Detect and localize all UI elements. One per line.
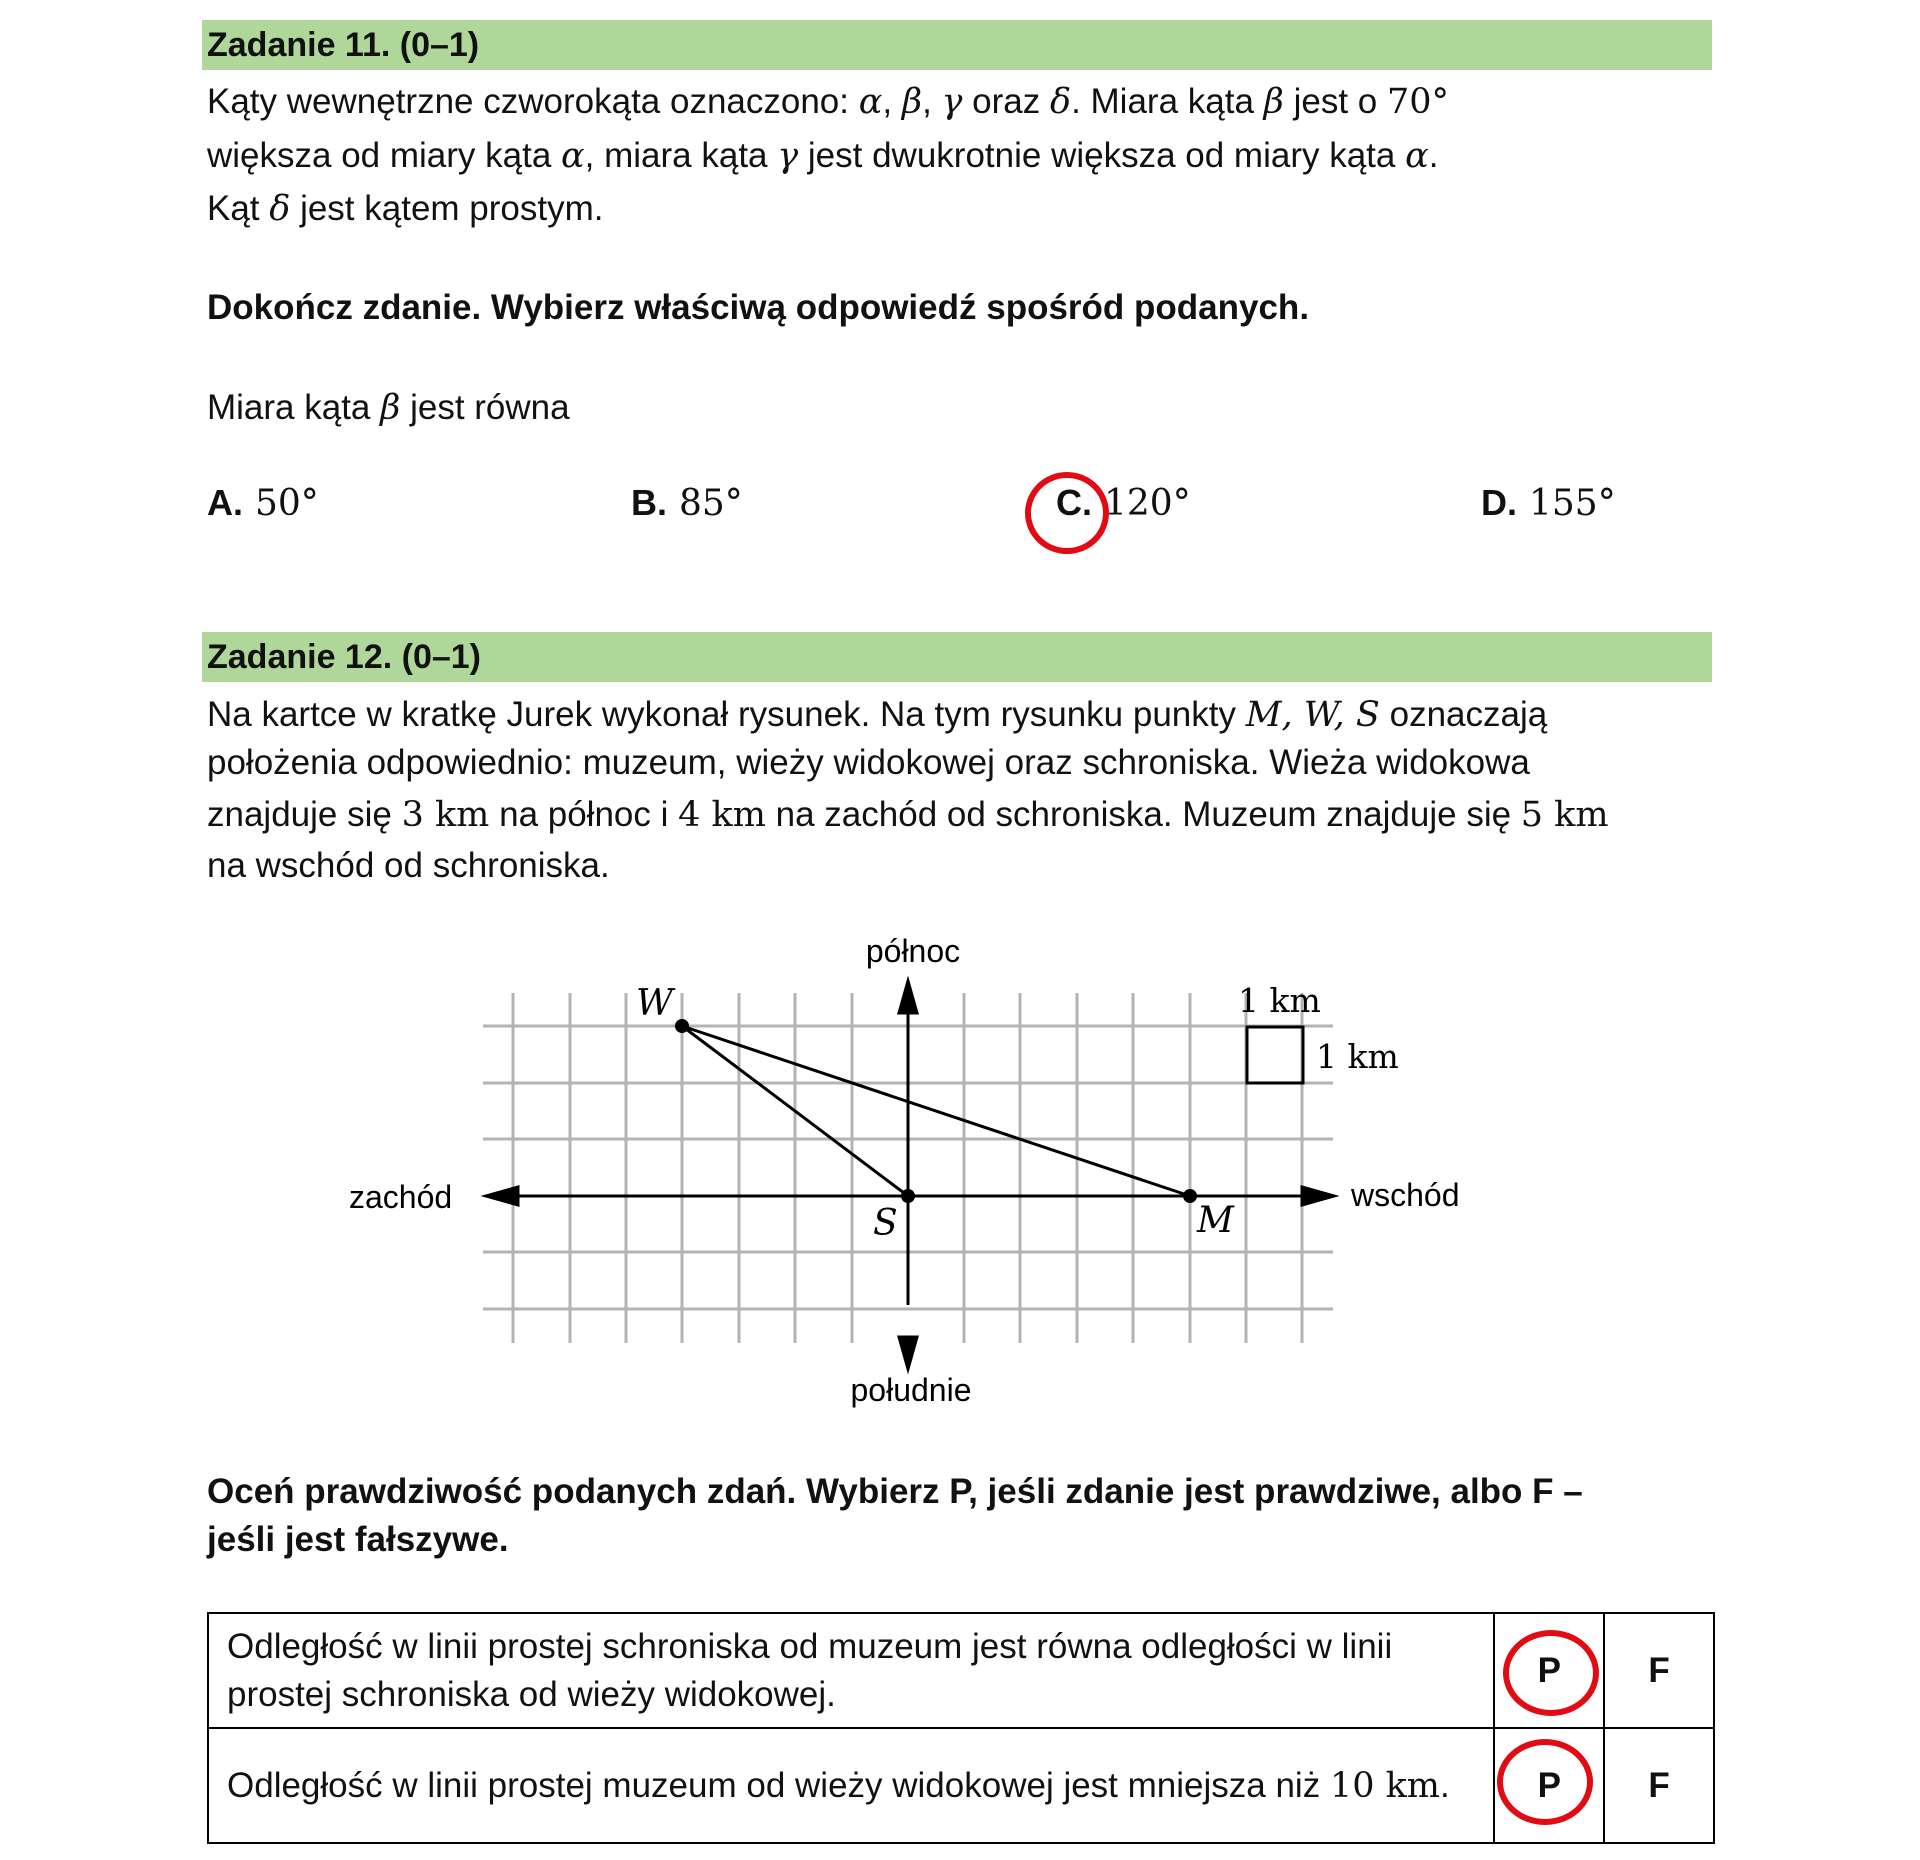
distance-5km: 5 km xyxy=(1520,795,1609,835)
beta-symbol: β xyxy=(901,82,923,122)
f-label: F xyxy=(1648,1765,1670,1805)
answer-circle-mark xyxy=(1025,472,1109,554)
task12-header: Zadanie 12. (0–1) xyxy=(207,638,482,676)
table-row xyxy=(208,1613,1714,1728)
distance-3km: 3 km xyxy=(401,795,490,835)
answer-circle-mark xyxy=(1503,1630,1599,1716)
answer-circle-mark xyxy=(1497,1739,1593,1825)
option-value: 50° xyxy=(255,483,319,524)
f-label: F xyxy=(1648,1650,1670,1690)
option-d[interactable] xyxy=(1481,482,1616,524)
alpha-symbol: α xyxy=(858,82,883,122)
point-m xyxy=(1183,1189,1197,1203)
task12-header-band xyxy=(202,632,1712,682)
gamma-symbol: γ xyxy=(941,82,963,122)
task12-line4: na wschód od schroniska. xyxy=(207,846,610,885)
text: jest o xyxy=(1283,82,1387,121)
points-symbols: M, W, S xyxy=(1245,695,1380,735)
delta-symbol: δ xyxy=(1049,82,1072,122)
task11-header: Zadanie 11. (0–1) xyxy=(207,26,480,64)
statement-1-f[interactable] xyxy=(1604,1613,1714,1728)
true-false-table xyxy=(207,1612,1715,1844)
label-w: W xyxy=(636,983,674,1024)
statement-2-p[interactable] xyxy=(1494,1728,1604,1843)
text: oznaczają xyxy=(1379,695,1548,734)
statement-2-f[interactable] xyxy=(1604,1728,1714,1843)
option-value: 155° xyxy=(1529,483,1616,524)
text: Kąt xyxy=(207,189,270,228)
point-w xyxy=(675,1019,689,1033)
east-arrowhead xyxy=(1302,1187,1334,1205)
distance-10km: 10 km xyxy=(1329,1765,1440,1806)
statement-text: Odległość w linii prostej muzeum od wieży widokowej jest mniejsza niż xyxy=(227,1765,1330,1805)
text: oraz xyxy=(962,82,1050,121)
option-letter: B. xyxy=(631,482,667,523)
text: Kąty wewnętrzne czworokąta oznaczono: xyxy=(207,82,859,121)
task11-line1 xyxy=(207,76,1449,128)
west-arrowhead xyxy=(486,1187,518,1205)
option-letter: D. xyxy=(1481,482,1517,523)
text: na północ i xyxy=(489,795,679,834)
alpha-symbol: α xyxy=(1405,136,1429,176)
delta-symbol: δ xyxy=(269,189,291,229)
p-label: P xyxy=(1537,1765,1561,1805)
table-row xyxy=(208,1728,1714,1843)
option-value: 85° xyxy=(679,483,743,524)
task11-line3 xyxy=(207,183,603,235)
task12-line1 xyxy=(207,689,1547,741)
alpha-symbol: α xyxy=(561,136,585,176)
triangle-wsm xyxy=(682,1026,1190,1196)
text: , miara kąta xyxy=(584,136,778,175)
option-value: 120° xyxy=(1104,483,1191,524)
sep: , xyxy=(882,82,902,121)
task11-header-band xyxy=(202,20,1712,70)
dot: . xyxy=(1428,136,1439,175)
text: jest dwukrotnie większa od miary kąta xyxy=(798,136,1406,175)
task12-instruction-l1: Oceń prawdziwość podanych zdań. Wybierz P, jeśli zdanie jest prawdziwe, albo F – xyxy=(207,1472,1583,1511)
task11-line2 xyxy=(207,130,1438,182)
seventy-degrees: 70° xyxy=(1386,82,1450,122)
option-letter: A. xyxy=(207,482,243,523)
text: Na kartce w kratkę Jurek wykonał rysunek. Na tym rysunku punkty xyxy=(207,695,1246,734)
task11-stem xyxy=(207,382,570,434)
statement-1-p[interactable] xyxy=(1494,1613,1604,1728)
label-m: M xyxy=(1197,1200,1234,1241)
task12-instruction-l2: jeśli jest fałszywe. xyxy=(207,1520,509,1559)
beta-symbol: β xyxy=(380,388,401,428)
text: na zachód od schroniska. Muzeum znajduje się xyxy=(765,795,1521,834)
gamma-symbol: γ xyxy=(777,136,799,176)
grid xyxy=(483,993,1333,1343)
text: . Miara kąta xyxy=(1071,82,1264,121)
point-s xyxy=(901,1189,915,1203)
option-a[interactable] xyxy=(207,482,319,524)
text: jest kątem prostym. xyxy=(290,189,604,228)
text: znajduje się xyxy=(207,795,402,834)
text: większa od miary kąta xyxy=(207,136,562,175)
task12-line3 xyxy=(207,789,1609,841)
option-letter: C. xyxy=(1056,482,1092,523)
text: jest równa xyxy=(400,388,570,427)
text: Miara kąta xyxy=(207,388,381,427)
statement-1 xyxy=(208,1613,1494,1728)
scale-top-label: 1 km xyxy=(1238,981,1321,1020)
option-b[interactable] xyxy=(631,482,743,524)
west-label: zachód xyxy=(349,1179,453,1215)
p-label: P xyxy=(1537,1650,1561,1690)
east-label: wschód xyxy=(1351,1177,1460,1213)
sep: , xyxy=(922,82,942,121)
label-s: S xyxy=(873,1203,898,1244)
distance-4km: 4 km xyxy=(678,795,766,835)
task11-instruction: Dokończ zdanie. Wybierz właściwą odpowiedź spośród podanych. xyxy=(207,288,1310,327)
statement-2 xyxy=(208,1728,1494,1843)
statement-text: prostej schroniska od wieży widokowej. xyxy=(227,1674,836,1714)
task12-line2: położenia odpowiednio: muzeum, wieży widokowej oraz schroniska. Wieża widokowa xyxy=(207,743,1530,782)
dot: . xyxy=(1440,1765,1450,1805)
north-arrowhead xyxy=(899,981,917,1013)
south-arrowhead xyxy=(899,1337,917,1369)
north-label: północ xyxy=(865,933,961,969)
south-label: południe xyxy=(850,1372,972,1408)
statement-text: Odległość w linii prostej schroniska od muzeum jest równa odległości w linii xyxy=(227,1626,1393,1666)
scale-right-label: 1 km xyxy=(1316,1037,1399,1076)
axes xyxy=(486,981,1334,1369)
beta-symbol: β xyxy=(1263,82,1284,122)
scale-square xyxy=(1247,1027,1303,1083)
